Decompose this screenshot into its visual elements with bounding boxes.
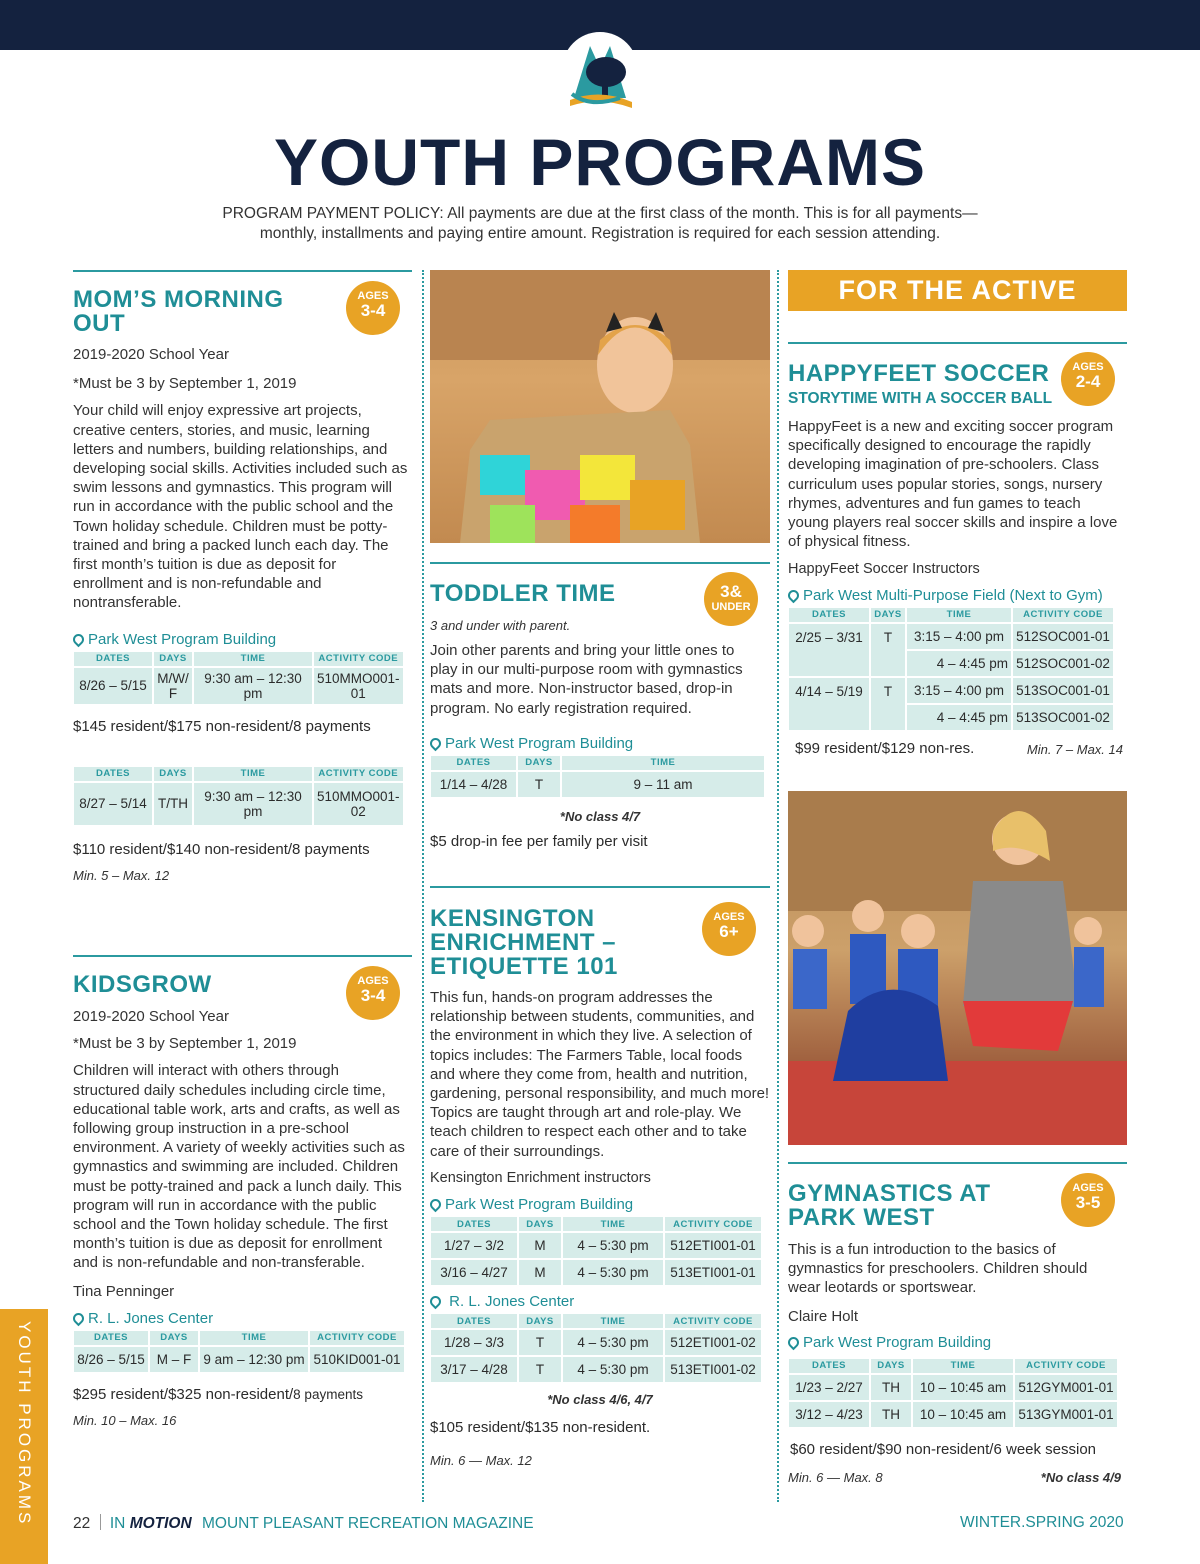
price-row [788,740,1127,760]
for-the-active-banner: FOR THE ACTIVE [788,270,1127,311]
schedule-table: DATES DAYS TIME ACTIVITY CODE 1/23 – 2/27 TH 10 – 10:45 am 512GYM001-01 3/12 – 4/23 TH 10 – 10:45 am 513GYM001-01 [787,1357,1119,1429]
schedule-table: DATES DAYS TIME ACTIVITY CODE 1/28 – 3/3 T 4 – 5:30 pm 512ETI001-02 3/17 – 4/28 T 4 – 5:30 pm 513ETI001-02 [429,1312,763,1384]
location-pin-icon [786,587,802,603]
age-badge: AGES 2-4 [1061,352,1115,406]
table-row: 4/14 – 5/19 T 3:15 – 4:00 pm 513SOC001-01 [789,678,1113,703]
gymnastics-section [788,1162,1127,1488]
gymnastics-class-photo [788,791,1127,1145]
happyfeet-title: HAPPYFEET SOCCER [788,360,1050,387]
table-row: 2/25 – 3/31 T 3:15 – 4:00 pm 512SOC001-01 [789,624,1113,649]
location-pin-icon [786,1335,802,1351]
instructor: Kensington Enrichment instructors [430,1169,651,1186]
price: $145 resident/$175 non-resident/8 payments [73,717,371,735]
happyfeet-subtitle: STORYTIME WITH A SOCCER BALL [788,390,1053,407]
description: Join other parents and bring your little ones to play in our multi-purpose room with gymnastics mats and more. Non-instructor based, drop-in program. No early registration required. [430,642,743,717]
location-pin-icon [428,736,444,752]
table-row: 4 – 4:45 pm 513SOC001-02 [789,705,1113,730]
no-class-note: *No class 4/6, 4/7 [547,1392,653,1408]
instructor: Tina Penninger [73,1282,175,1300]
price: $110 resident/$140 non-resident/8 payments [73,840,370,858]
no-class-note: *No class 4/9 [1040,1469,1121,1485]
description: Your child will enjoy expressive art projects, creative centers, stories, and music, learning letters and numbers, building relationships, and developing social skills. Activities included such as swim lessons and gymnastics. This program will run in accordance with the public school and the Town holiday schedule. Children must be potty-trained and bring a packed lunch each day. The first month’s tuition is due as deposit for enrollment and is non-refundable and nontransferable. [73,402,408,612]
page-title: YOUTH PROGRAMS [273,125,927,199]
mount-pleasant-logo [560,28,640,112]
table-row: 3/12 – 4/23 TH 10 – 10:45 am 513GYM001-01 [789,1402,1117,1427]
price: $5 drop-in fee per family per visit [430,832,648,850]
table-row: 1/27 – 3/2 M 4 – 5:30 pm 512ETI001-01 [431,1233,761,1258]
kidsgrow-section [73,955,412,1428]
child-in-box-photo [430,270,770,543]
instructor: Claire Holt [788,1307,859,1325]
table-row: 8/27 – 5/14 T/TH 9:30 am – 12:30 pm 510MMO001- 02 [74,783,403,825]
age-badge: AGES 3-4 [346,966,400,1020]
location-pin-icon [71,631,87,647]
price: $60 resident/$90 non-resident/6 week session [790,1440,1097,1458]
location: R. L. Jones Center [430,1293,770,1310]
description: HappyFeet is a new and exciting soccer program specifically designed to encourage the rapidly developing imagination of pre-schoolers. Class curriculum uses popular stories, songs, nursery rhymes, adventures and fun games to teach young players real soccer skills and inspire a love of physical fitness. [788,418,1118,551]
school-year: 2019-2020 School Year [73,1008,229,1025]
description: This fun, hands-on program addresses the relationship between students, communities, and the environment in which they live. A selection of topics includes: The Farmers Table, local foods and where they come from, health and nutrition, gardening, personal responsibility, and much more! Topics are taught through art and role-play. We teach children to respect each other and to take care of their surroundings. [430,989,770,1160]
location: Park West Program Building [430,735,770,752]
section-sidebar-tab: YOUTH PROGRAMS [0,1309,48,1564]
table-row: 1/23 – 2/27 TH 10 – 10:45 am 512GYM001-01 [789,1375,1117,1400]
min-max: Min. 7 – Max. 14 [1026,741,1123,757]
price: $295 resident/$325 non-resident/8 payments [73,1385,363,1403]
location: Park West Multi-Purpose Field (Next to Gym) [788,587,1127,604]
payment-policy: PROGRAM PAYMENT POLICY: All payments are due at the first class of the month. This is for all payments— monthly, installments and paying entire amount. Registration is required for each session attending. [222,205,978,242]
table-row: 1/28 – 3/3 T 4 – 5:30 pm 512ETI001-02 [431,1330,761,1355]
description: This is a fun introduction to the basics of gymnastics for preschoolers. Children should wear leotards or sportswear. [788,1241,1088,1297]
age-badge: 3& UNDER [704,572,758,626]
table-row: 3/16 – 4/27 M 4 – 5:30 pm 513ETI001-01 [431,1260,761,1285]
location-pin-icon [71,1311,87,1327]
price: $105 resident/$135 non-resident. [430,1419,651,1437]
price: $99 resident/$129 non-res. [795,739,975,757]
schedule-table: DATES DAYS TIME ACTIVITY CODE 8/27 – 5/14 T/TH 9:30 am – 12:30 pm 510MMO001- 02 [72,765,405,827]
min-max: Min. 10 – Max. 16 [73,1412,177,1428]
gymnastics-title: GYMNASTICS AT PARK WEST [788,1180,991,1231]
schedule-table: DATES DAYS TIME 1/14 – 4/28 T 9 – 11 am [429,754,766,799]
table-row: 8/26 – 5/15 M – F 9 am – 12:30 pm 510KID001-01 [74,1347,404,1372]
min-max: Min. 5 – Max. 12 [73,867,170,883]
location-pin-icon [428,1197,444,1213]
notes-row [788,1470,1127,1488]
age-requirement: *Must be 3 by September 1, 2019 [73,1035,297,1053]
moms-title: MOM’S MORNING OUT [73,286,284,337]
magazine-name: MOUNT PLEASANT RECREATION MAGAZINE [202,1515,534,1532]
table-row: 3/17 – 4/28 T 4 – 5:30 pm 513ETI001-02 [431,1357,761,1382]
kensington-section [430,886,770,1468]
no-class-note: *No class 4/7 [559,808,641,824]
min-max: Min. 6 — Max. 8 [788,1469,883,1485]
location: R. L. Jones Center [73,1310,412,1327]
location: Park West Program Building [788,1334,1127,1351]
table-row: 1/14 – 4/28 T 9 – 11 am [431,772,764,797]
schedule-table: DATES DAYS TIME ACTIVITY CODE 8/26 – 5/15 M – F 9 am – 12:30 pm 510KID001-01 [72,1329,406,1374]
footer-season: WINTER.SPRING 2020 [960,1514,1124,1531]
schedule-table: DATES DAYS TIME ACTIVITY CODE 1/27 – 3/2 M 4 – 5:30 pm 512ETI001-01 3/16 – 4/27 M 4 – 5:30 pm 513ETI001-01 [429,1215,763,1287]
kensington-title: KENSINGTON ENRICHMENT – ETIQUETTE 101 [430,905,618,980]
table-row: 8/26 – 5/15 M/W/ F 9:30 am – 12:30 pm 510MMO001- 01 [74,668,403,704]
toddler-title: TODDLER TIME [430,580,616,607]
subtitle: 3 and under with parent. [430,618,571,633]
location-pin-icon [428,1294,444,1310]
location: Park West Program Building [430,1196,770,1213]
kidsgrow-title: KIDSGROW [73,971,212,998]
column-divider [422,270,424,1502]
age-badge: AGES 3-4 [346,281,400,335]
age-requirement: *Must be 3 by September 1, 2019 [73,375,297,393]
toddler-time-section [430,562,770,850]
happyfeet-section [788,342,1127,760]
column-divider [777,270,779,1502]
schedule-table: DATES DAYS TIME ACTIVITY CODE 8/26 – 5/15 M/W/ F 9:30 am – 12:30 pm 510MMO001- 01 [72,650,405,706]
schedule-table: DATES DAYS TIME ACTIVITY CODE 2/25 – 3/31 T 3:15 – 4:00 pm 512SOC001-01 4 – 4:45 pm 512SOC001-02 4/14 – 5/19 T 3:15 – 4:00 pm 513SOC001-01 4 – 4:45 pm 513SOC001-02 [787,606,1115,732]
table-row: 4 – 4:45 pm 512SOC001-02 [789,651,1113,676]
footer-left: 22 IN MOTION MOUNT PLEASANT RECREATION MAGAZINE [73,1515,534,1532]
moms-morning-out-section [73,270,412,883]
school-year: 2019-2020 School Year [73,346,229,363]
instructor: HappyFeet Soccer Instructors [788,561,980,578]
min-max: Min. 6 — Max. 12 [430,1453,532,1469]
age-badge: AGES 3-5 [1061,1173,1115,1227]
location: Park West Program Building [73,631,412,648]
description: Children will interact with others through structured daily schedules including circle time, educational table work, arts and crafts, as well as following group instruction in a pre-school environment. A variety of weekly activities such as gymnastics and swimming are included. Children must be potty-trained and pack a lunch daily. This program will run in accordance with the public school and the Town holiday schedule. The first month’s tuition is due as deposit for enrollment and is non-refundable and non-transferable. [73,1062,405,1272]
page-number: 22 [73,1515,91,1532]
age-badge: AGES 6+ [702,902,756,956]
